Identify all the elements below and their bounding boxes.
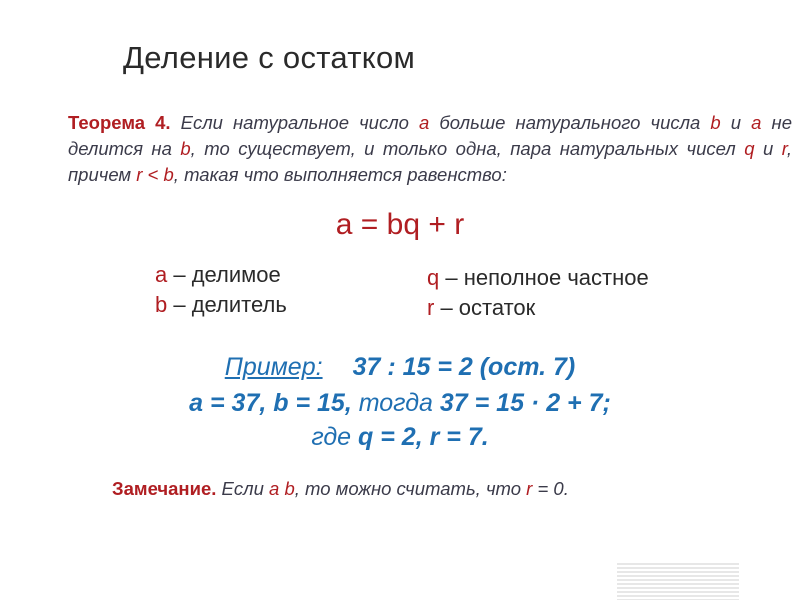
term-symbol: r <box>427 295 435 320</box>
term-remainder <box>427 295 649 325</box>
var-q: q <box>744 138 755 159</box>
example-word: тогда <box>358 389 433 417</box>
term-symbol: b <box>155 292 168 317</box>
slide-title: Деление с остатком <box>123 40 416 75</box>
example-values: a = 37, b = 15, <box>189 389 359 417</box>
theorem-label: Теорема 4. <box>68 112 171 133</box>
term-quotient <box>427 265 649 295</box>
example-line-3 <box>0 423 800 452</box>
theorem-part: и <box>754 138 782 159</box>
remark-part: , то можно считать, что <box>294 478 527 499</box>
decorative-stripe <box>617 563 739 600</box>
term-description: – делимое <box>167 262 281 287</box>
theorem-part: , причем <box>68 138 792 185</box>
var-r: r <box>526 478 533 499</box>
var-r: r <box>781 138 787 159</box>
term-symbol: q <box>427 265 440 290</box>
var-a: a <box>269 478 280 499</box>
example-result: q = 2, r = 7. <box>351 423 489 451</box>
theorem-part: больше натурального числа <box>429 112 711 133</box>
remark-part: Если <box>216 478 269 499</box>
example-line-2 <box>0 389 800 418</box>
theorem-part: , такая что выполняется равенство: <box>173 164 507 185</box>
remark-text <box>112 475 692 502</box>
term-symbol: a <box>155 262 168 287</box>
example-label: Пример: <box>224 353 323 381</box>
terms-left <box>155 262 287 322</box>
var-b: b <box>710 112 721 133</box>
remark-label: Замечание. <box>112 478 217 499</box>
term-dividend <box>155 262 287 292</box>
terms-right <box>427 265 649 325</box>
theorem-text <box>68 110 792 188</box>
remark-part: = 0. <box>532 478 569 499</box>
theorem-part: Если натуральное число <box>170 112 419 133</box>
condition: r < b <box>136 164 174 185</box>
theorem-part: не делится на <box>68 112 792 159</box>
term-description: – делитель <box>167 292 287 317</box>
example-word: где <box>311 423 352 451</box>
example-equation: 37 : 15 = 2 (ост. 7) <box>352 353 576 381</box>
theorem-part: , то существует, и только одна, пара натуральных чисел <box>190 138 745 159</box>
main-formula: a = bq + r <box>335 208 465 241</box>
example-check: 37 = 15 · 2 + 7; <box>432 389 611 417</box>
theorem-part: и <box>720 112 752 133</box>
var-a: a <box>418 112 430 133</box>
var-b: b <box>284 478 295 499</box>
var-a: a <box>751 112 762 133</box>
term-description: – остаток <box>434 295 536 320</box>
example-line-1 <box>0 353 800 382</box>
term-divisor <box>155 292 287 322</box>
term-description: – неполное частное <box>439 265 649 290</box>
var-b: b <box>180 138 191 159</box>
